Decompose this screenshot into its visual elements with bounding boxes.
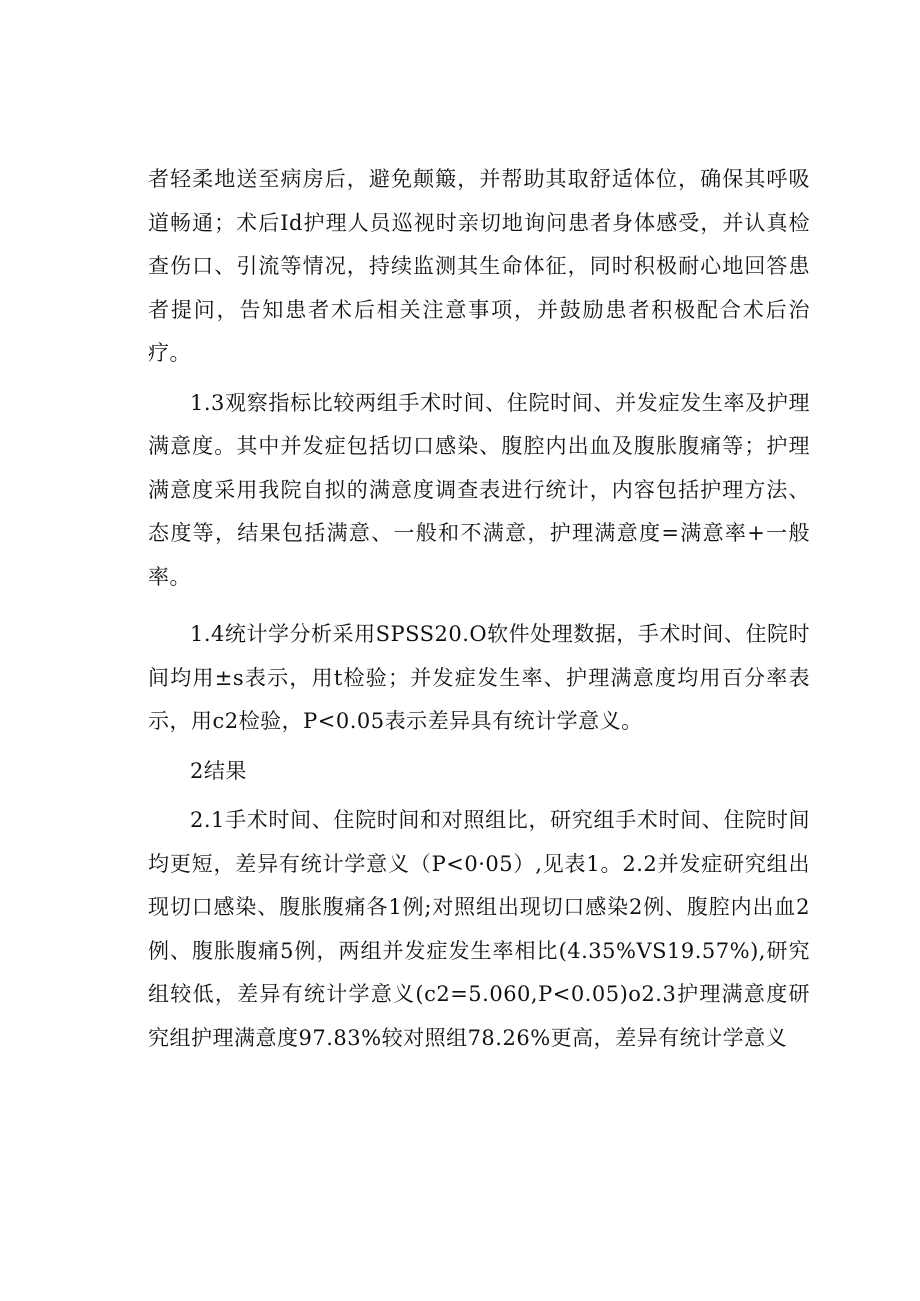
paragraph-results-detail: 2.1手术时间、住院时间和对照组比，研究组手术时间、住院时间均更短，差异有统计学意义（P<0·05）,见表1。2.2并发症研究组出现切口感染、腹胀腹痛各1例;对照组出现切口感染2例、腹腔内出血2例、腹胀腹痛5例，两组并发症发生率相比(4.35%VS19.57%),研究组较低，差异有统计学意义(c2=5.060,P<0.05)o2.3护理满意度研究组护理满意度97.83%较对照组78.26%更高，差异有统计学意义 [148, 808, 810, 1050]
paragraph-nursing-care: 者轻柔地送至病房后，避免颠簸，并帮助其取舒适体位，确保其呼吸道畅通；术后Id护理人员巡视时亲切地询问患者身体感受，并认真检查伤口、引流等情况，持续监测其生命体征，同时积极耐心地回答患者提问，告知患者术后相关注意事项，并鼓励患者积极配合术后治疗。 [148, 167, 810, 365]
paragraph-statistical-analysis: 1.4统计学分析采用SPSS20.O软件处理数据，手术时间、住院时间均用±s表示，用t检验；并发症发生率、护理满意度均用百分率表示，用c2检验，P<0.05表示差异具有统计学意义。 [148, 622, 810, 733]
document-body [148, 158, 810, 1060]
paragraph-observation-indicators: 1.3观察指标比较两组手术时间、住院时间、并发症发生率及护理满意度。其中并发症包括切口感染、腹腔内出血及腹胀腹痛等；护理满意度采用我院自拟的满意度调查表进行统计，内容包括护理方法、态度等，结果包括满意、一般和不满意，护理满意度=满意率+一般率。 [148, 390, 810, 589]
section-heading-results: 2结果 [190, 758, 247, 783]
